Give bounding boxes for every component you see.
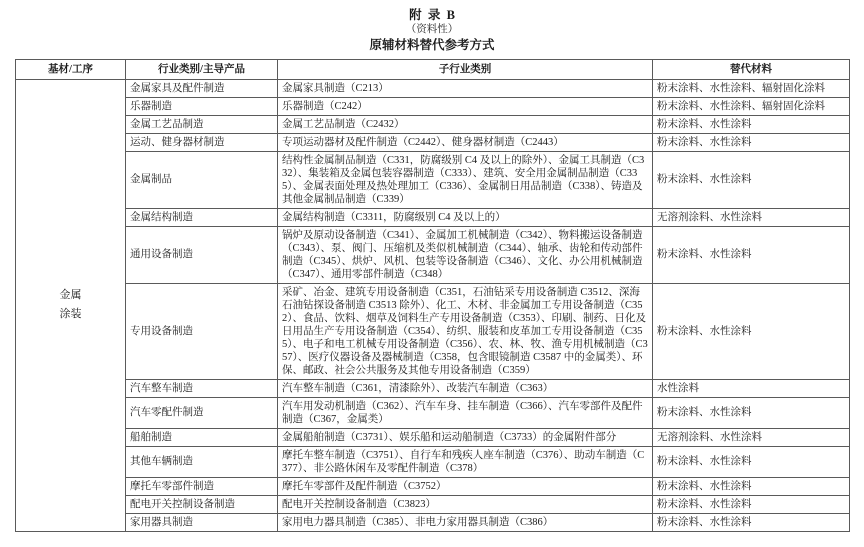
base-material-cell (16, 79, 126, 531)
appendix-heading: 附 录 B (409, 8, 455, 22)
table-row (16, 513, 850, 531)
sub-industry-cell: 配电开关控制设备制造（C3823） (278, 495, 653, 513)
base-material-label: 金属涂装 (59, 289, 82, 321)
sub-industry-cell: 专项运动器材及配件制造（C2442）、健身器材制造（C2443） (278, 133, 653, 151)
industry-category-cell: 船舶制造 (126, 428, 278, 446)
table-row (16, 133, 850, 151)
substitute-material-cell: 粉末涂料、水性涂料 (653, 495, 850, 513)
industry-category-cell: 运动、健身器材制造 (126, 133, 278, 151)
sub-industry-cell: 锅炉及原动设备制造（C341）、金属加工机械制造（C342）、物料搬运设备制造（C343）、泵、阀门、压缩机及类似机械制造（C344）、轴承、齿轮和传动部件制造（C345）、烘炉、风机、包装等设备制造（C346）、文化、办公用机械制造（C347）、通用零部件制造（C348） (278, 226, 653, 283)
industry-category-cell: 摩托车零部件制造 (126, 477, 278, 495)
header-base-material: 基材/工序 (16, 59, 126, 79)
sub-industry-cell: 家用电力器具制造（C385）、非电力家用器具制造（C386） (278, 513, 653, 531)
industry-category-cell: 汽车整车制造 (126, 379, 278, 397)
industry-category-cell: 配电开关控制设备制造 (126, 495, 278, 513)
sub-industry-cell: 采矿、冶金、建筑专用设备制造（C351，石油钻采专用设备制造 C3512、深海石油钻探设备制造 C3513 除外）、化工、木材、非金属加工专用设备制造（C352）、食品、饮料、烟草及饲料生产专用设备制造（C353）、印刷、制药、日化及日用品生产专用设备制造（C354）、纺织、服装和皮革加工专用设备制造（C355）、电子和电工机械专用设备制造（C356）、农、林、牧、渔专用机械制造（C357）、医疗仪器设备及器械制造（C358，包含眼镜制造 C3587 中的金属类）、环保、邮政、社会公共服务及其他专用设备制造（C359） (278, 283, 653, 379)
table-row (16, 79, 850, 97)
substitute-material-cell: 粉末涂料、水性涂料 (653, 397, 850, 428)
table-row (16, 477, 850, 495)
substitute-material-cell: 粉末涂料、水性涂料 (653, 133, 850, 151)
industry-category-cell: 金属家具及配件制造 (126, 79, 278, 97)
table-row (16, 97, 850, 115)
substitute-material-cell: 粉末涂料、水性涂料 (653, 151, 850, 208)
substitute-material-cell: 粉末涂料、水性涂料 (653, 283, 850, 379)
industry-category-cell: 其他车辆制造 (126, 446, 278, 477)
table-row (16, 115, 850, 133)
substitute-material-cell: 粉末涂料、水性涂料 (653, 115, 850, 133)
sub-industry-cell: 结构性金属制品制造（C331，防腐级别 C4 及以上的除外）、金属工具制造（C332）、集装箱及金属包装容器制造（C333）、建筑、安全用金属制品制造（C335）、金属表面处理及热处理加工（C336）、金属制日用品制造（C338）、铸造及其他金属制品制造（C339） (278, 151, 653, 208)
material-substitution-table (15, 59, 850, 532)
table-row (16, 397, 850, 428)
sub-industry-cell: 汽车整车制造（C361，清漆除外）、改装汽车制造（C363） (278, 379, 653, 397)
table-row (16, 151, 850, 208)
industry-category-cell: 金属工艺品制造 (126, 115, 278, 133)
substitute-material-cell: 粉末涂料、水性涂料 (653, 226, 850, 283)
sub-industry-cell: 摩托车零部件及配件制造（C3752） (278, 477, 653, 495)
substitute-material-cell: 粉末涂料、水性涂料、辐射固化涂料 (653, 79, 850, 97)
header-substitute-material: 替代材料 (653, 59, 850, 79)
substitute-material-cell: 粉末涂料、水性涂料 (653, 446, 850, 477)
title-block (15, 7, 849, 54)
industry-category-cell: 专用设备制造 (126, 283, 278, 379)
appendix-subtitle: 原辅材料替代参考方式 (369, 37, 495, 52)
substitute-material-cell: 无溶剂涂料、水性涂料 (653, 208, 850, 226)
sub-industry-cell: 乐器制造（C242） (278, 97, 653, 115)
sub-industry-cell: 金属家具制造（C213） (278, 79, 653, 97)
sub-industry-cell: 金属船舶制造（C3731）、娱乐船和运动船制造（C3733）的金属附件部分 (278, 428, 653, 446)
substitute-material-cell: 无溶剂涂料、水性涂料 (653, 428, 850, 446)
industry-category-cell: 金属结构制造 (126, 208, 278, 226)
sub-industry-cell: 金属结构制造（C3311，防腐级别 C4 及以上的） (278, 208, 653, 226)
sub-industry-cell: 摩托车整车制造（C3751）、自行车和残疾人座车制造（C376）、助动车制造（C377）、非公路休闲车及零配件制造（C378） (278, 446, 653, 477)
table-row (16, 428, 850, 446)
industry-category-cell: 汽车零配件制造 (126, 397, 278, 428)
table-row (16, 446, 850, 477)
sub-industry-cell: 金属工艺品制造（C2432） (278, 115, 653, 133)
table-row (16, 495, 850, 513)
industry-category-cell: 通用设备制造 (126, 226, 278, 283)
table-body (16, 79, 850, 531)
table-row (16, 379, 850, 397)
substitute-material-cell: 粉末涂料、水性涂料、辐射固化涂料 (653, 97, 850, 115)
substitute-material-cell: 粉末涂料、水性涂料 (653, 513, 850, 531)
header-sub-industry: 子行业类别 (278, 59, 653, 79)
substitute-material-cell: 水性涂料 (653, 379, 850, 397)
industry-category-cell: 金属制品 (126, 151, 278, 208)
substitute-material-cell: 粉末涂料、水性涂料 (653, 477, 850, 495)
table-row (16, 283, 850, 379)
sub-industry-cell: 汽车用发动机制造（C362）、汽车车身、挂车制造（C366）、汽车零部件及配件制造（C367，金属类） (278, 397, 653, 428)
header-industry-category: 行业类别/主导产品 (126, 59, 278, 79)
industry-category-cell: 乐器制造 (126, 97, 278, 115)
table-row (16, 226, 850, 283)
header-row (16, 59, 850, 79)
table-row (16, 208, 850, 226)
appendix-type-label: （资料性） (405, 24, 459, 36)
industry-category-cell: 家用器具制造 (126, 513, 278, 531)
